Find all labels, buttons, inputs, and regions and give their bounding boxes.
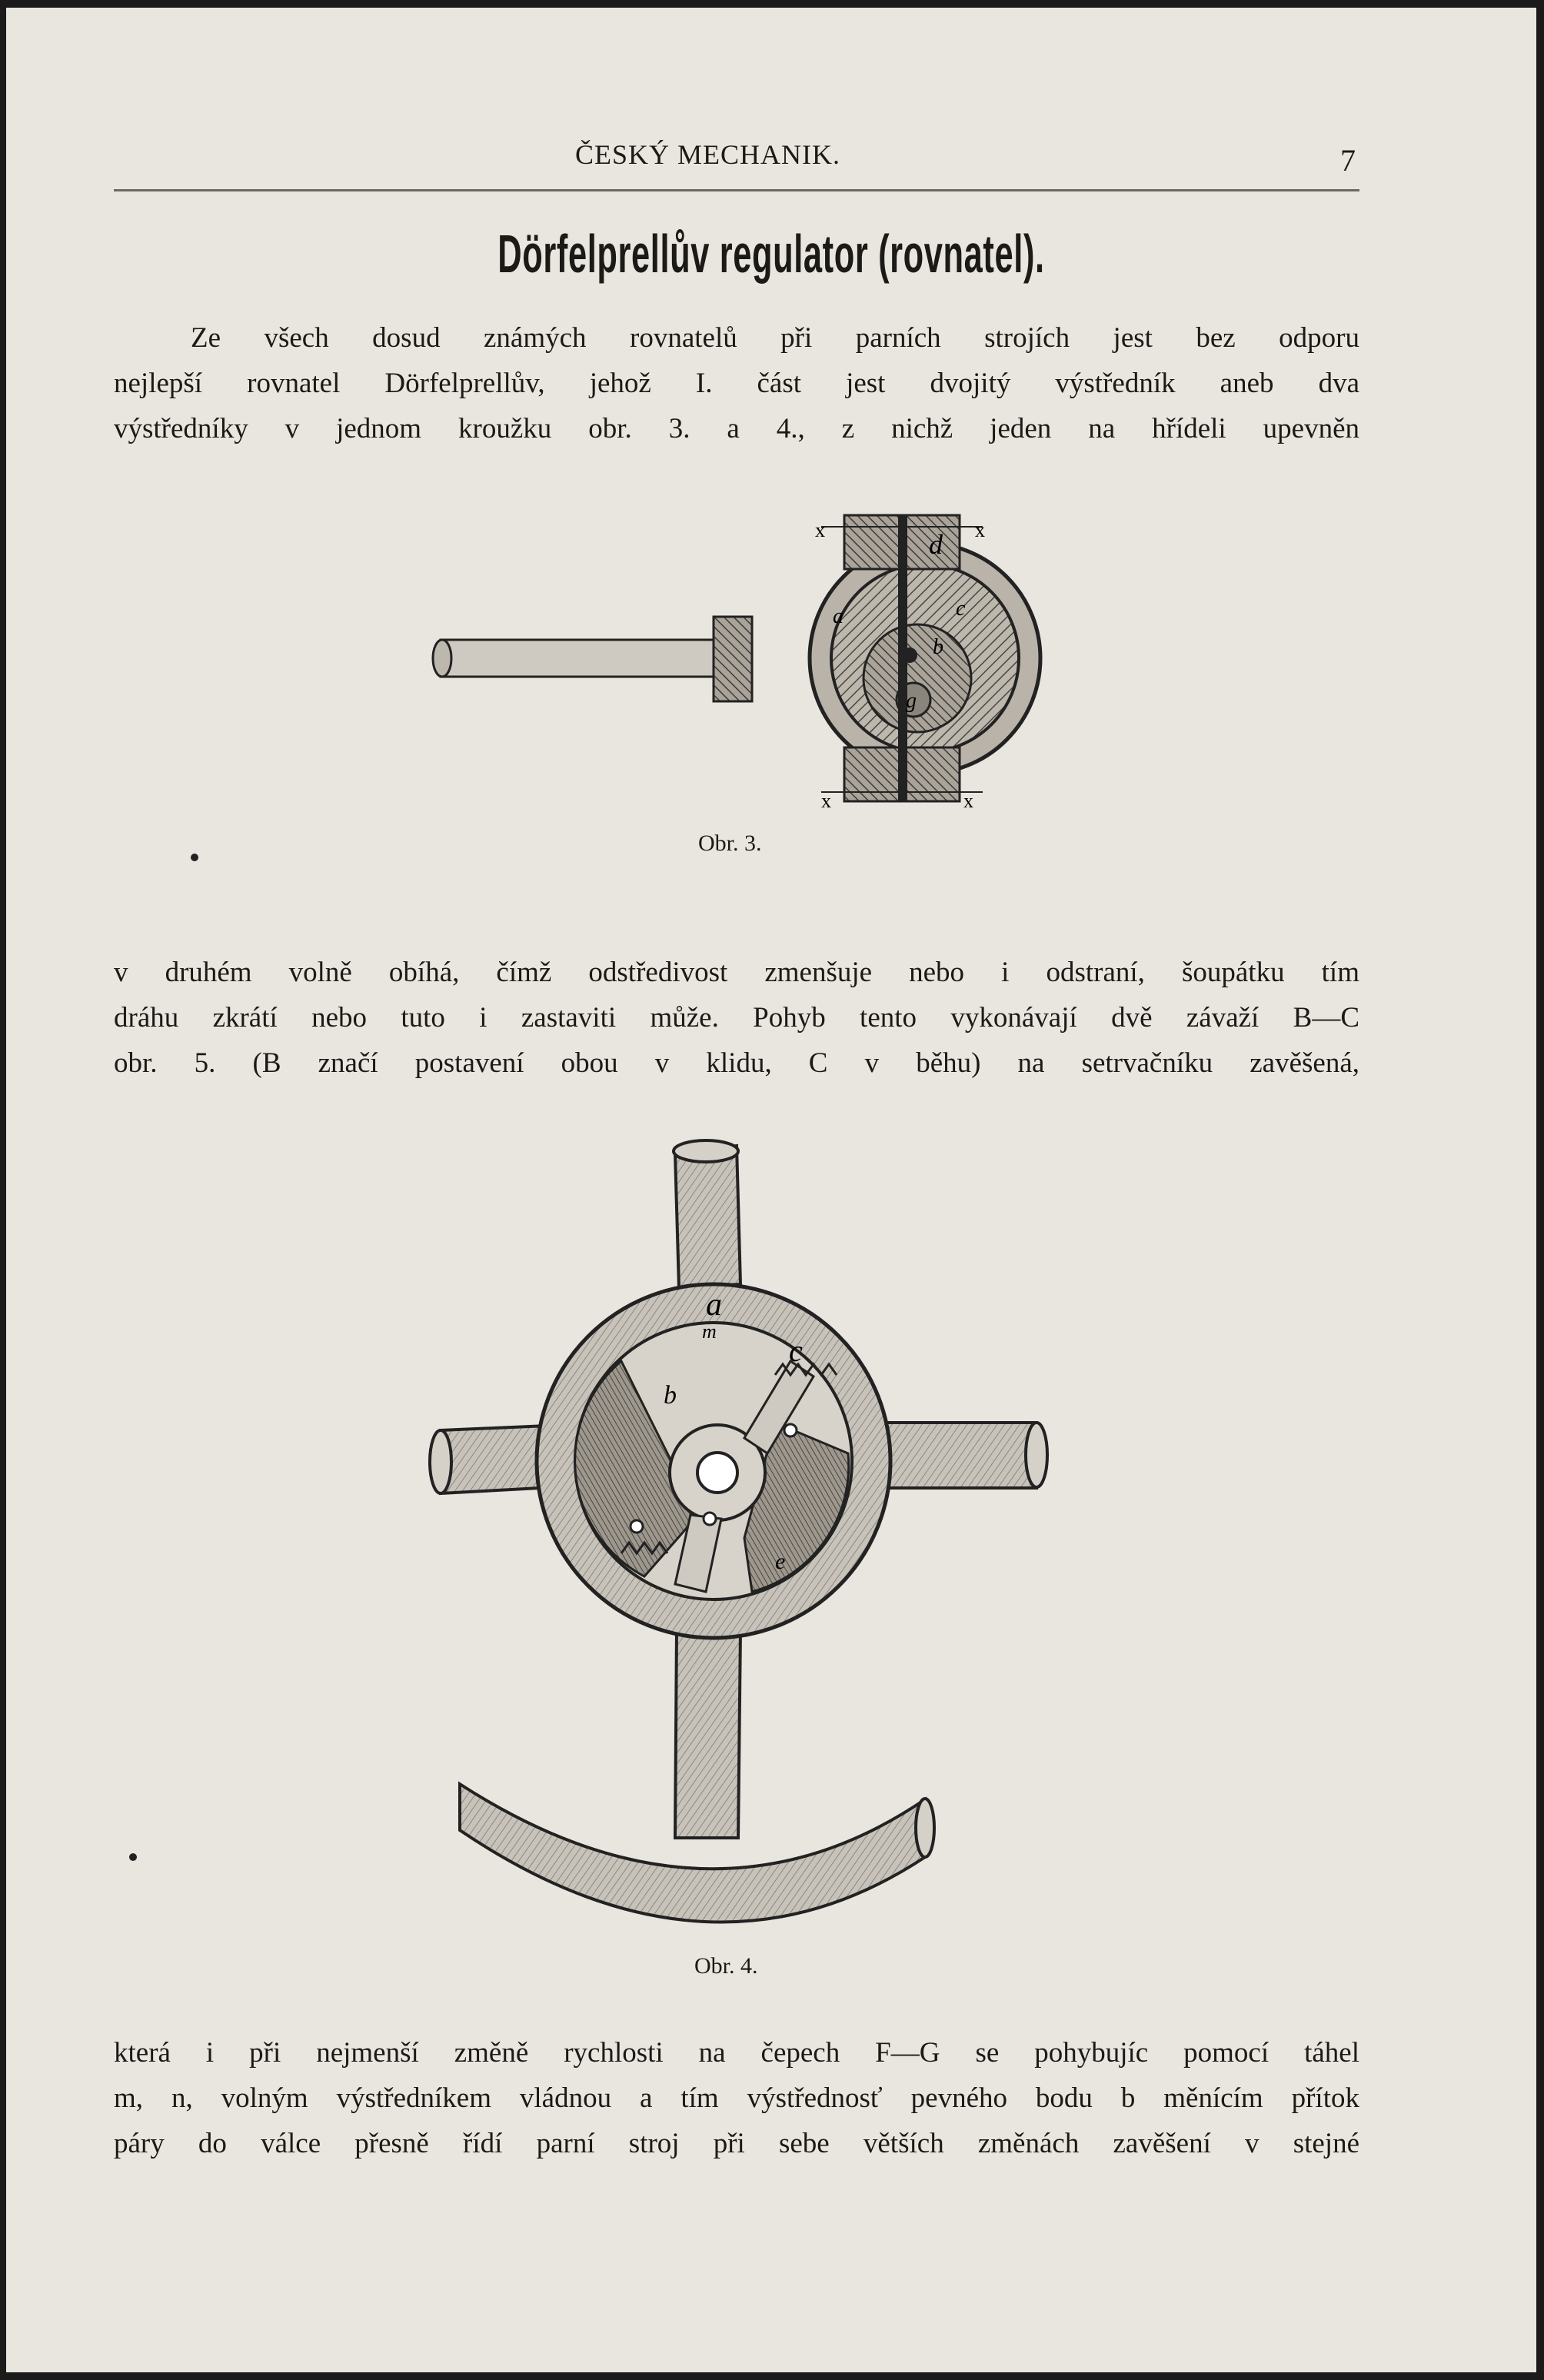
figure-4-regulator-drawing bbox=[6, 1084, 1536, 2007]
scan-speck bbox=[129, 1853, 137, 1861]
article-title: Dörfelprellův regulator (rovnatel). bbox=[497, 224, 1045, 284]
figure-4-caption: Obr. 4. bbox=[694, 1953, 758, 1979]
svg-text:b: b bbox=[664, 1381, 677, 1410]
svg-text:e: e bbox=[775, 1549, 786, 1574]
svg-text:m: m bbox=[702, 1320, 717, 1343]
page-number: 7 bbox=[1340, 143, 1356, 178]
paragraph-3-line: páry do válce přesně řídí parní stroj při sebe větších změnách zavěšení v stejné bbox=[114, 2128, 1359, 2159]
paragraph-1-line: Ze všech dosud známých rovnatelů při parních strojích jest bez odporu bbox=[191, 322, 1359, 354]
running-header: ČESKÝ MECHANIK. bbox=[575, 139, 841, 170]
figure-3-label-d: d bbox=[929, 529, 943, 560]
svg-text:a: a bbox=[833, 604, 844, 628]
paragraph-3 bbox=[114, 2030, 1359, 2166]
paragraph-1-line: výstředníky v jednom kroužku obr. 3. a 4., z nichž jeden na hřídeli upevněn bbox=[114, 413, 1359, 444]
svg-text:x: x bbox=[975, 519, 985, 541]
svg-text:g: g bbox=[906, 689, 917, 713]
svg-text:b: b bbox=[933, 635, 943, 659]
svg-text:c: c bbox=[789, 1333, 803, 1368]
figure-3-label-x: x bbox=[815, 519, 825, 541]
svg-text:x: x bbox=[963, 790, 973, 812]
paragraph-1-line: nejlepší rovnatel Dörfelprellův, jehož I. část jest dvojitý výstředník aneb dva bbox=[114, 368, 1359, 399]
figure-3-eccentric-drawing bbox=[6, 8, 1536, 854]
paragraph-2-line: v druhém volně obíhá, čímž odstředivost zmenšuje nebo i odstraní, šoupátku tím bbox=[114, 957, 1359, 988]
svg-text:c: c bbox=[956, 597, 966, 621]
paragraph-2-line: dráhu zkrátí nebo tuto i zastaviti může. Pohyb tento vykonávají dvě závaží B—C bbox=[114, 1002, 1359, 1034]
scan-speck bbox=[191, 854, 198, 861]
paragraph-2 bbox=[114, 950, 1359, 1086]
figure-4-label-a: a bbox=[706, 1287, 722, 1323]
paragraph-3-line: m, n, volným výstředníkem vládnou a tím výstřednosť pevného bodu b měnícím přítok bbox=[114, 2082, 1359, 2114]
figure-3-caption: Obr. 3. bbox=[698, 831, 762, 856]
paragraph-3-line: která i při nejmenší změně rychlosti na čepech F—G se pohybujíc pomocí táhel bbox=[114, 2037, 1359, 2069]
scanned-page bbox=[6, 8, 1536, 2372]
svg-text:x: x bbox=[821, 790, 831, 812]
paragraph-2-line: obr. 5. (B značí postavení obou v klidu, C v běhu) na setrvačníku zavěšená, bbox=[114, 1047, 1359, 1079]
